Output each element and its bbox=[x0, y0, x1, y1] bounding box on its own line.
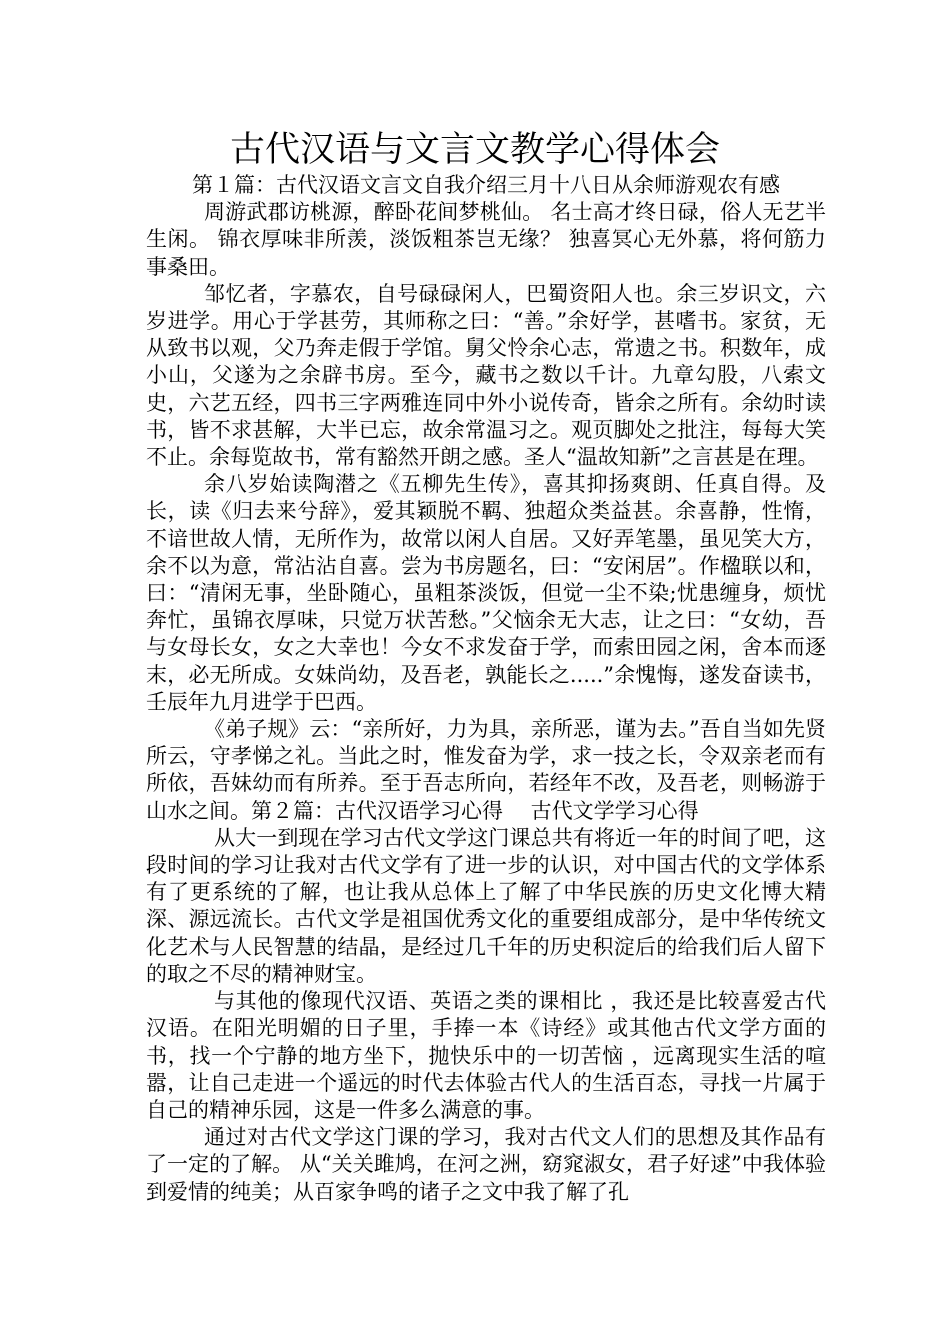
section-heading-1: 第１篇：古代汉语文言文自我介绍三月十八日从余师游观农有感 bbox=[192, 173, 780, 197]
body-paragraph: 从大一到现在学习古代文学这门课总共有将近一年的时间了吧，这段时间的学习让我对古代文学有了进一步的认识，对中国古代的文学体系有了更系统的了解，也让我从总体上了解了中华民族的历史文化博大精深、源远流长。古代文学是祖国优秀文化的重要组成部分，是中华传统文化艺术与人民智慧的结晶，是经过几千年的历史积淀后的给我们后人留下的取之不尽的精神财宝。 bbox=[146, 825, 826, 986]
body-paragraph: 余八岁始读陶潜之《五柳先生传》，喜其抑扬爽朗、任真自得。及长，读《归去来兮辞》，爱其颖脱不羁、独超众类益甚。余喜静，性惰，不谙世故人情，无所作为，故常以闲人自居。又好弄笔墨，虽见笑大方，余不以为意，常沾沾自喜。尝为书房题名，曰：“安闲居”。作楹联以和，曰：“清闲无事，坐卧随心，虽粗茶淡饭，但觉一尘不染;忧患缠身，烦忧奔忙，虽锦衣厚味，只觉万状苦愁。”父恼余无大志，让之曰：“女幼，吾与女母长女，女之大幸也！今女不求发奋于学，而索田园之闲，舍本而逐末，必无所成。女妹尚幼，及吾老，孰能长之.....”余愧悔，遂发奋读书，壬辰年九月进学于巴西。 bbox=[146, 472, 826, 714]
poem-paragraph: 周游武郡访桃源，醉卧花间梦桃仙。 名士高才终日碌，俗人无艺半生闲。 锦衣厚味非所羡，淡饭粗茶岂无缘？ 独喜冥心无外慕，将何筋力事桑田。 bbox=[146, 200, 826, 279]
body-paragraph: 邹忆者，字慕农，自号碌碌闲人，巴蜀资阳人也。余三岁识文，六岁进学。用心于学甚劳，其师称之曰：“善。”余好学，甚嗜书。家贫，无从致书以观，父乃奔走假于学馆。舅父怜余心志，常遗之书。积数年，成小山，父遂为之余辟书房。至今，藏书之数以千计。九章勾股，八索文史，六艺五经，四书三字两雅连同中外小说传奇，皆余之所有。余幼时读书，皆不求甚解，大半已忘，故余常温习之。观页脚处之批注，每每大笑不止。余每览故书，常有豁然开朗之感。圣人“温故知新”之言甚是在理。 bbox=[146, 281, 826, 470]
document-title: 古代汉语与文言文教学心得体会 bbox=[229, 130, 720, 170]
body-paragraph: 与其他的像现代汉语、英语之类的课相比 ，我还是比较喜爱古代汉语。在阳光明媚的日子里，手捧一本《诗经》或其他古代文学方面的书，找一个宁静的地方坐下，抛快乐中的一切苦恼 ，远离现实生活的喧嚣，让自己走进一个遥远的时代去体验古代人的生活百态，寻找一片属于自己的精神乐园，这是一件多么满意的事。 bbox=[146, 989, 826, 1122]
body-paragraph: 通过对古代文学这门课的学习，我对古代文人们的思想及其作品有了一定的了解。 从“关关雎鸠，在河之洲，窈窕淑女，君子好逑”中我体验到爱情的纯美；从百家争鸣的诸子之文中我了解了孔 bbox=[146, 1125, 826, 1204]
document-body bbox=[146, 172, 826, 1206]
body-paragraph: 《弟子规》云：“亲所好，力为具，亲所恶，谨为去。”吾自当如先贤所云，守孝悌之礼。当此之时，惟发奋为学，求一技之长，令双亲老而有所依，吾妹幼而有所养。至于吾志所向，若经年不改，及吾老，则畅游于山水之间。第２篇：古代汉语学习心得 古代文学学习心得 bbox=[146, 717, 826, 823]
